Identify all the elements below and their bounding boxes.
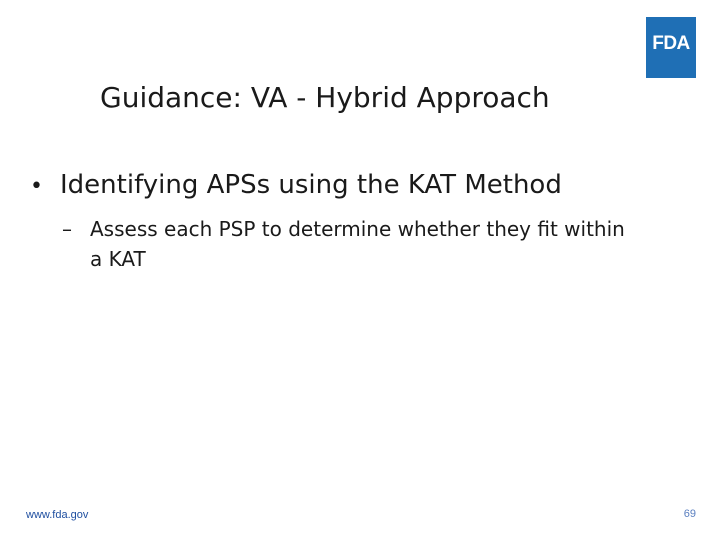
fda-logo-text: FDA: [652, 33, 690, 54]
footer-url: www.fda.gov: [26, 509, 89, 521]
bullet-text: Identifying APSs using the KAT Method: [60, 170, 562, 200]
page-number: 69: [683, 508, 696, 520]
sub-bullet-item: [62, 214, 662, 274]
bullet-item: [30, 166, 690, 206]
fda-logo: [646, 17, 696, 78]
sub-bullet-text: Assess each PSP to determine whether they fit within a KAT: [90, 217, 625, 271]
slide-title: Guidance: VA - Hybrid Approach: [100, 81, 550, 114]
dash-icon: –: [62, 217, 72, 241]
bullet-icon: •: [30, 174, 43, 199]
